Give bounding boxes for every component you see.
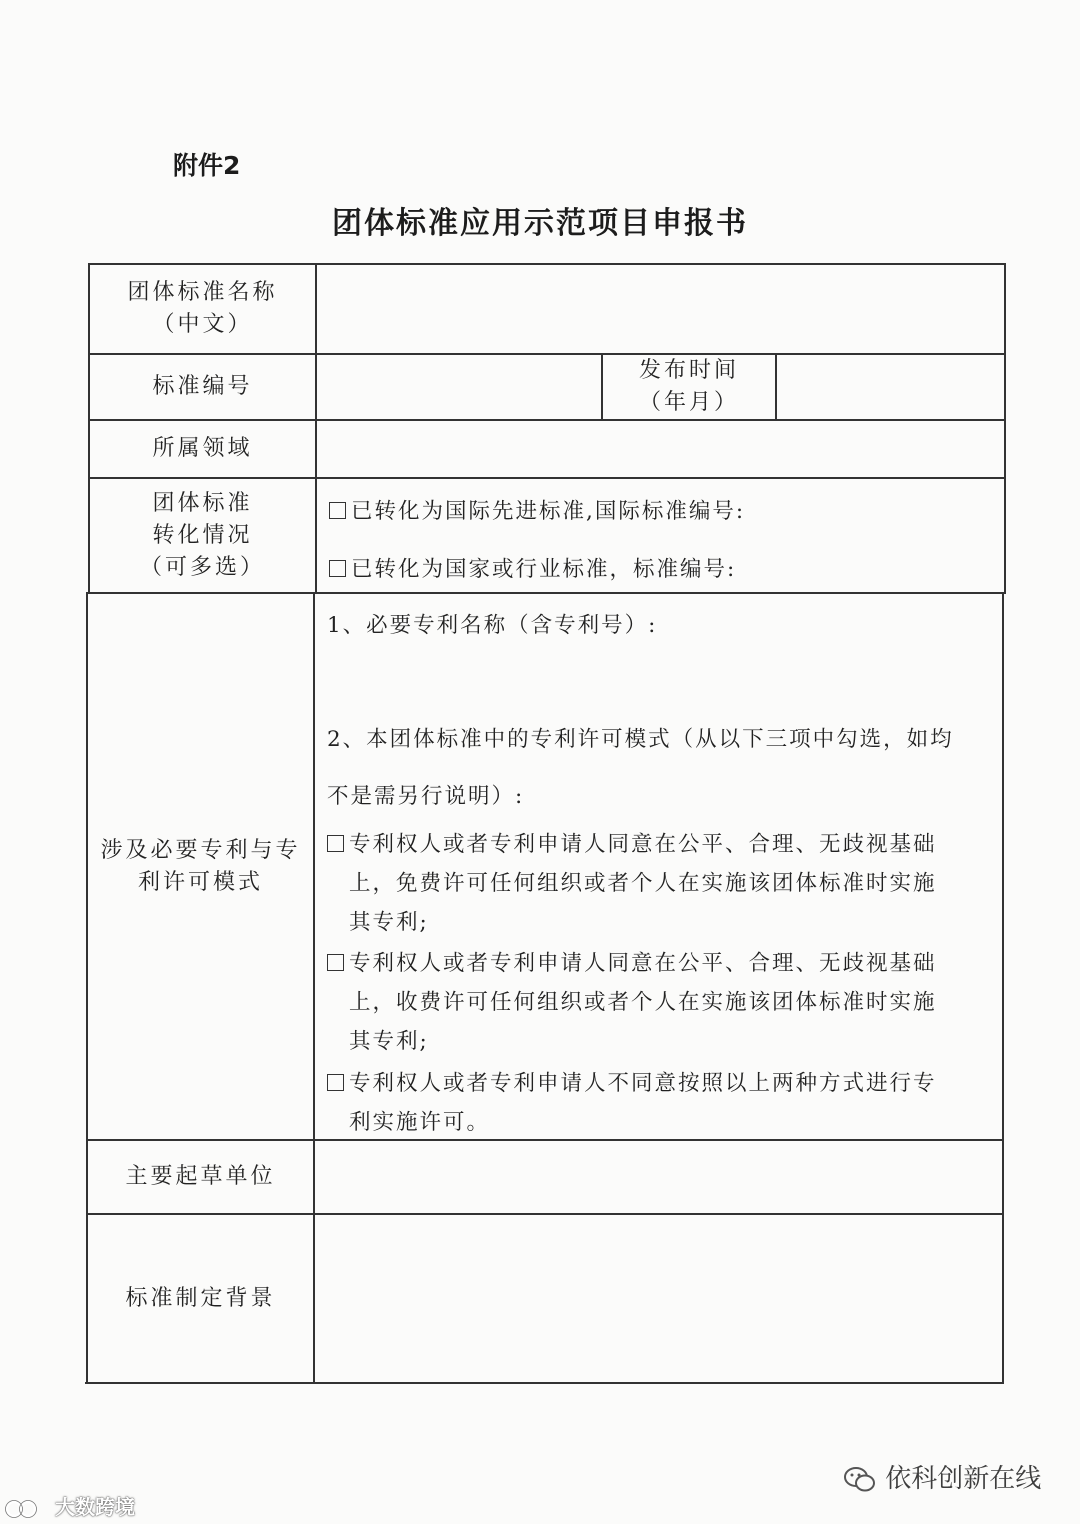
conversion-option-international-text: 已转化为国际先进标准,国际标准编号: (351, 499, 746, 524)
checkbox-icon[interactable] (329, 560, 346, 577)
patent-option-paid-line3: 其专利; (349, 1029, 429, 1054)
patent-option-free-line3: 其专利; (349, 910, 429, 935)
release-time-label-line2: （年月） (638, 390, 739, 415)
document-title: 团体标准应用示范项目申报书 (332, 206, 748, 241)
field-value[interactable] (317, 421, 1004, 477)
patent-option-disagree[interactable] (327, 1064, 937, 1142)
checkbox-icon[interactable] (329, 502, 346, 519)
conversion-label-line1: 团体标准 (152, 490, 253, 516)
checkbox-icon[interactable] (327, 954, 344, 971)
patent-label-line2: 利许可模式 (137, 869, 263, 895)
corner-watermark (4, 1491, 135, 1520)
patent-option-disagree-line1: 专利权人或者专利申请人不同意按照以上两种方式进行专 (349, 1071, 937, 1096)
wechat-watermark-text: 依科创新在线 (885, 1464, 1042, 1494)
wechat-icon (843, 1465, 877, 1495)
patent-option-free-line2: 上，免费许可任何组织或者个人在实施该团体标准时实施 (349, 871, 937, 896)
release-time-label-line1: 发布时间 (638, 358, 739, 383)
field-label: 所属领域 (152, 436, 253, 461)
conversion-label-line3: （可多选） (139, 554, 265, 580)
standard-name-label (90, 265, 315, 353)
patent-option-free-line1: 专利权人或者专利申请人同意在公平、合理、无歧视基础 (349, 832, 937, 857)
conversion-option-national[interactable] (329, 552, 736, 583)
wechat-watermark (843, 1458, 1041, 1495)
patent-option-free-license[interactable] (327, 825, 937, 942)
standard-number-label: 标准编号 (152, 374, 253, 399)
conversion-label (90, 479, 315, 592)
background-label: 标准制定背景 (125, 1285, 276, 1311)
checkbox-icon[interactable] (327, 835, 344, 852)
patent-item-2-line2: 不是需另行说明）: (327, 784, 525, 809)
patent-option-paid-line1: 专利权人或者专利申请人同意在公平、合理、无歧视基础 (349, 951, 937, 976)
patent-item-2-line1: 2、本团体标准中的专利许可模式（从以下三项中勾选，如均 (327, 727, 954, 752)
conversion-option-national-text: 已转化为国家或行业标准，标准编号: (351, 557, 737, 582)
patent-item-1: 1、必要专利名称（含专利号）: (327, 613, 658, 638)
patent-label (88, 594, 313, 1139)
patent-option-paid-license[interactable] (327, 944, 937, 1061)
standard-name-label-line1: 团体标准名称 (127, 280, 278, 305)
release-time-label (603, 355, 775, 419)
patent-label-line1: 涉及必要专利与专 (100, 837, 301, 863)
conversion-option-international[interactable] (329, 494, 745, 525)
release-time-value[interactable] (777, 355, 1004, 419)
attachment-label: 附件2 (173, 151, 241, 180)
drafter-label: 主要起草单位 (125, 1164, 276, 1189)
patent-option-disagree-line2: 利实施许可。 (349, 1110, 491, 1135)
background-value[interactable] (315, 1215, 1002, 1382)
logo-icon (4, 1498, 48, 1520)
standard-number-value[interactable] (317, 355, 601, 419)
conversion-label-line2: 转化情况 (152, 522, 253, 548)
checkbox-icon[interactable] (327, 1074, 344, 1091)
standard-name-label-line2: （中文） (152, 312, 253, 337)
corner-watermark-text: 大数跨境 (54, 1495, 135, 1519)
drafter-value[interactable] (315, 1141, 1002, 1213)
standard-name-value[interactable] (317, 265, 1004, 353)
patent-option-paid-line2: 上，收费许可任何组织或者个人在实施该团体标准时实施 (349, 990, 937, 1015)
